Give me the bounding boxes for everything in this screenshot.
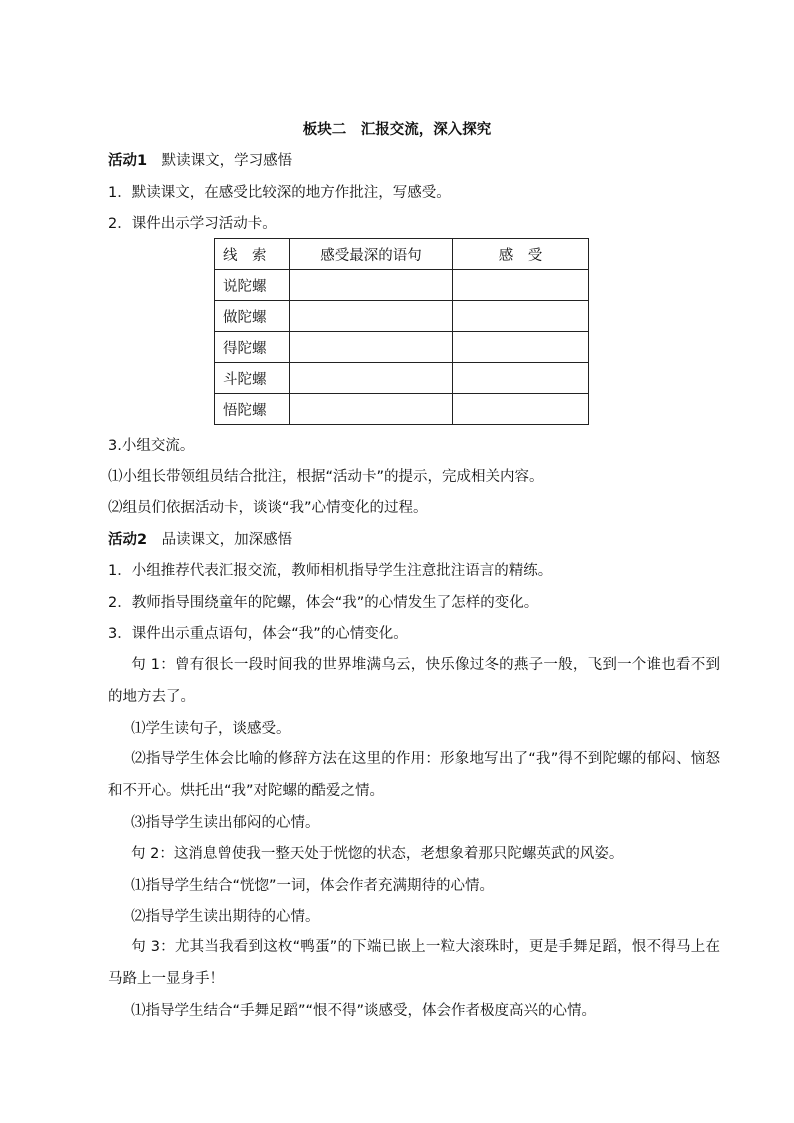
activity2-label: 活动2 [108, 532, 148, 548]
sentence1-item3: ⑶指导学生读出郁闷的心情。 [131, 815, 320, 831]
empty-cell [290, 301, 453, 332]
section-title: 板块二 汇报交流，深入探究 [302, 122, 492, 138]
empty-cell [290, 332, 453, 363]
sentence2-item1: ⑴指导学生结合“恍惚”一词，体会作者充满期待的心情。 [131, 878, 495, 894]
table-row [215, 363, 589, 394]
sentence1-text: 句 1：曾有很长一段时间我的世界堆满乌云，快乐像过冬的燕子一般，飞到一个谁也看不到的地方去了。 [108, 657, 720, 705]
header-clue: 线 索 [215, 239, 290, 270]
activity2-step2: 2．教师指导围绕童年的陀螺，体会“我”的心情发生了怎样的变化。 [108, 595, 539, 611]
empty-cell [453, 394, 589, 425]
sentence3-item1: ⑴指导学生结合“手舞足蹈”“恨不得”谈感受，体会作者极度高兴的心情。 [131, 1003, 597, 1019]
empty-cell [290, 394, 453, 425]
activity1-heading [108, 151, 720, 171]
empty-cell [453, 332, 589, 363]
sentence1-item2: ⑵指导学生体会比喻的修辞方法在这里的作用：形象地写出了“我”得不到陀螺的郁闷、恼怒和不开心。烘托出“我”对陀螺的酷爱之情。 [108, 751, 720, 799]
empty-cell [453, 363, 589, 394]
empty-cell [453, 301, 589, 332]
table-row [215, 270, 589, 301]
row-clue: 斗陀螺 [215, 363, 290, 394]
sentence3-text: 句 3：尤其当我看到这枚“鸭蛋”的下端已嵌上一粒大滚珠时，更是手舞足蹈，恨不得马上在马路上一显身手！ [108, 939, 720, 987]
group-exchange-item1: ⑴小组长带领组员结合批注，根据“活动卡”的提示，完成相关内容。 [108, 469, 544, 485]
activity1-step1: 1．默读课文，在感受比较深的地方作批注，写感受。 [108, 185, 451, 201]
empty-cell [290, 270, 453, 301]
sentence2-text: 句 2：这消息曾使我一整天处于恍惚的状态，老想象着那只陀螺英武的风姿。 [131, 846, 624, 862]
learning-activity-card-table [214, 238, 589, 425]
table-header-row [215, 239, 589, 270]
row-clue: 得陀螺 [215, 332, 290, 363]
empty-cell [290, 363, 453, 394]
row-clue: 做陀螺 [215, 301, 290, 332]
activity2-step3: 3．课件出示重点语句，体会“我”的心情变化。 [108, 626, 408, 642]
activity2-heading [108, 530, 720, 550]
activity2-step1: 1．小组推荐代表汇报交流，教师相机指导学生注意批注语言的精练。 [108, 563, 553, 579]
header-feeling: 感 受 [453, 239, 589, 270]
group-exchange-title: 3.小组交流。 [108, 438, 195, 454]
table-row [215, 301, 589, 332]
sentence1-item1: ⑴学生读句子，谈感受。 [131, 721, 291, 737]
activity1-label: 活动1 [108, 153, 148, 169]
group-exchange-item2: ⑵组员们依据活动卡，谈谈“我”心情变化的过程。 [108, 500, 428, 516]
activity2-title: 品读课文，加深感悟 [161, 532, 293, 548]
row-clue: 悟陀螺 [215, 394, 290, 425]
header-sentence: 感受最深的语句 [290, 239, 453, 270]
row-clue: 说陀螺 [215, 270, 290, 301]
table-row [215, 332, 589, 363]
activity1-step2: 2．课件出示学习活动卡。 [108, 216, 277, 232]
sentence2-item2: ⑵指导学生读出期待的心情。 [131, 909, 320, 925]
table-row [215, 394, 589, 425]
activity1-title: 默读课文，学习感悟 [161, 153, 293, 169]
empty-cell [453, 270, 589, 301]
